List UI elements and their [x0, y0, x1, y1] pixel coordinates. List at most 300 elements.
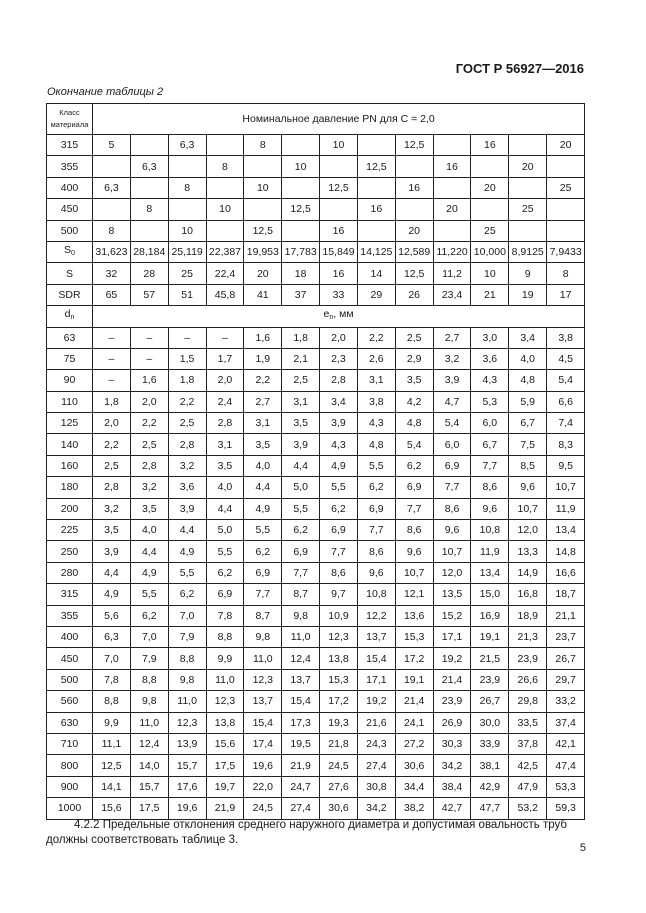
class-row [47, 177, 585, 198]
table-cell: 14,9 [509, 562, 547, 583]
table-cell: 11,0 [206, 669, 244, 690]
table-cell: 11,9 [471, 541, 509, 562]
table-cell: 27,6 [320, 776, 358, 797]
table-cell: 18,7 [547, 584, 585, 605]
table-cell: 4,3 [320, 434, 358, 455]
data-row [47, 584, 585, 605]
table-cell: 11,220 [433, 241, 471, 262]
table-cell: 28 [130, 263, 168, 284]
table-cell: 6,3 [130, 156, 168, 177]
table-cell: 6,2 [282, 520, 320, 541]
symbol-subscript: n [329, 314, 334, 322]
table-cell: 8,6 [357, 541, 395, 562]
table-cell [282, 177, 320, 198]
table-cell [357, 220, 395, 241]
table-cell: 4,4 [168, 520, 206, 541]
table-cell: 5,0 [282, 477, 320, 498]
table-cell [357, 177, 395, 198]
table-cell: 2,0 [93, 413, 131, 434]
table-cell: 19,953 [244, 241, 282, 262]
nominal-pressure-header: Номинальное давление PN для C = 2,0 [93, 104, 585, 135]
table-cell: 4,4 [206, 498, 244, 519]
table-cell: 12,5 [244, 220, 282, 241]
table-cell: 26,7 [471, 691, 509, 712]
table-cell [93, 156, 131, 177]
table-cell: 12,0 [509, 520, 547, 541]
row-label-cell: 500 [47, 669, 93, 690]
data-row [47, 455, 585, 476]
table-cell [471, 156, 509, 177]
table-cell: 4,3 [471, 370, 509, 391]
table-cell: 33 [320, 284, 358, 305]
table-cell: 3,4 [509, 327, 547, 348]
table-cell: – [93, 348, 131, 369]
table-cell: 7,7 [320, 541, 358, 562]
table-cell: 9,6 [509, 477, 547, 498]
table-cell: 3,5 [130, 498, 168, 519]
table-cell: 11,0 [282, 626, 320, 647]
table-cell [433, 220, 471, 241]
table-cell: 10,8 [357, 584, 395, 605]
table-cell: 13,6 [395, 605, 433, 626]
table-cell: 5,4 [395, 434, 433, 455]
table-cell: – [206, 327, 244, 348]
table-cell: 25 [168, 263, 206, 284]
table-cell: 30,6 [320, 798, 358, 819]
table-cell: 20 [433, 199, 471, 220]
table-cell [244, 199, 282, 220]
table-cell: 6,2 [244, 541, 282, 562]
table-cell: 15,3 [320, 669, 358, 690]
table-cell: 19,1 [471, 626, 509, 647]
data-row [47, 348, 585, 369]
table-cell: 12,0 [433, 562, 471, 583]
row-label-cell [47, 241, 93, 262]
table-cell: 6,3 [168, 135, 206, 156]
table-cell: 5,5 [206, 541, 244, 562]
table-cell: 22,387 [206, 241, 244, 262]
table-cell: 30,0 [471, 712, 509, 733]
table-cell: 32 [93, 263, 131, 284]
table-cell: 4,0 [130, 520, 168, 541]
table-cell: 3,5 [93, 520, 131, 541]
table-cell: 16,9 [471, 605, 509, 626]
table-cell: 53,2 [509, 798, 547, 819]
table-cell: 8,9125 [509, 241, 547, 262]
row-label-cell: 355 [47, 605, 93, 626]
table-cell: 27,2 [395, 733, 433, 754]
table-cell: 6,7 [471, 434, 509, 455]
table-cell: 17,4 [244, 733, 282, 754]
table-cell: 16 [471, 135, 509, 156]
table-cell: 8,5 [509, 455, 547, 476]
table-cell [320, 199, 358, 220]
table-cell: 15,4 [282, 691, 320, 712]
table-cell: 28,184 [130, 241, 168, 262]
table-cell: 53,3 [547, 776, 585, 797]
table-cell: 24,1 [395, 712, 433, 733]
table-cell: 3,2 [130, 477, 168, 498]
table-cell: 7,7 [433, 477, 471, 498]
row-label-cell: 800 [47, 755, 93, 776]
table-cell [130, 135, 168, 156]
table-cell: 3,8 [547, 327, 585, 348]
symbol-letter: d [64, 308, 71, 321]
paragraph-text: 4.2.2 Предельные отклонения среднего наружного диаметра и допустимая овальность труб должны соответствовать таблице 3. [46, 819, 567, 846]
table-cell: 6,9 [357, 498, 395, 519]
table-cell: 8 [206, 156, 244, 177]
row-label-cell: 280 [47, 562, 93, 583]
table-cell: 15,849 [320, 241, 358, 262]
row-label-cell: 125 [47, 413, 93, 434]
data-row [47, 541, 585, 562]
table-cell: 31,623 [93, 241, 131, 262]
table-cell: 16,8 [509, 584, 547, 605]
symbol-subscript: 0 [71, 250, 75, 258]
table-cell: 4,0 [244, 455, 282, 476]
table-cell: 4,0 [509, 348, 547, 369]
en-label-cell [93, 306, 585, 327]
table-cell: 10,8 [471, 520, 509, 541]
table-cell: 15,7 [130, 776, 168, 797]
table-cell [244, 156, 282, 177]
table-cell: 4,7 [433, 391, 471, 412]
s0-row [47, 241, 585, 262]
data-row [47, 562, 585, 583]
table-cell: 11,0 [244, 648, 282, 669]
table-cell: 29 [357, 284, 395, 305]
table-cell: 22,0 [244, 776, 282, 797]
table-cell: 14,8 [547, 541, 585, 562]
table-cell: 5,4 [547, 370, 585, 391]
table-cell: 65 [93, 284, 131, 305]
table-cell: 12,5 [93, 755, 131, 776]
table-cell: 16,6 [547, 562, 585, 583]
table-cell: 1,9 [244, 348, 282, 369]
table-cell [509, 177, 547, 198]
table-cell: 5,6 [93, 605, 131, 626]
table-cell: 15,4 [244, 712, 282, 733]
row-label-cell: 225 [47, 520, 93, 541]
table-cell [168, 156, 206, 177]
data-row [47, 605, 585, 626]
table-cell: 13,7 [357, 626, 395, 647]
table-cell: 2,2 [244, 370, 282, 391]
table-cell: 7,7 [282, 562, 320, 583]
table-cell [433, 177, 471, 198]
table-cell: 12,3 [244, 669, 282, 690]
table-cell: 16 [320, 263, 358, 284]
table-cell: 9,8 [282, 605, 320, 626]
row-label-cell: 500 [47, 220, 93, 241]
table-cell: – [93, 327, 131, 348]
table-cell: 12,5 [320, 177, 358, 198]
table-cell: 13,7 [244, 691, 282, 712]
table-cell: 4,9 [244, 498, 282, 519]
table-cell: 33,5 [509, 712, 547, 733]
table-cell: 3,6 [168, 477, 206, 498]
table-cell: 33,9 [471, 733, 509, 754]
page-number: 5 [579, 842, 586, 854]
table-cell: 23,9 [509, 648, 547, 669]
table-cell: 7,7 [471, 455, 509, 476]
table-cell: 7,4 [547, 413, 585, 434]
table-cell: 1,8 [282, 327, 320, 348]
table-cell: 12,3 [168, 712, 206, 733]
row-label-cell: 400 [47, 626, 93, 647]
table-cell: 22,4 [206, 263, 244, 284]
table-cell: 9,8 [168, 669, 206, 690]
table-cell [395, 199, 433, 220]
table-cell: 5,0 [206, 520, 244, 541]
table-cell: 11,0 [130, 712, 168, 733]
table-cell: 15,3 [395, 626, 433, 647]
table-cell: 6,0 [471, 413, 509, 434]
data-row [47, 498, 585, 519]
table-cell: 19,2 [433, 648, 471, 669]
table-cell: 11,9 [547, 498, 585, 519]
table-cell: 19,3 [320, 712, 358, 733]
table-cell: 2,5 [282, 370, 320, 391]
table-cell: 2,4 [206, 391, 244, 412]
table-cell: 9,9 [206, 648, 244, 669]
table-cell: 17,2 [395, 648, 433, 669]
table-cell: 12,5 [395, 263, 433, 284]
table-cell: 11,2 [433, 263, 471, 284]
table-cell: 29,8 [509, 691, 547, 712]
table-cell: 4,4 [93, 562, 131, 583]
table-cell: 1,6 [244, 327, 282, 348]
table-cell: 3,2 [168, 455, 206, 476]
table-cell: 8 [168, 177, 206, 198]
table-cell: 5,5 [168, 562, 206, 583]
dn-en-header-row [47, 306, 585, 327]
table-cell: 4,9 [130, 562, 168, 583]
table-cell: 42,7 [433, 798, 471, 819]
table-cell: 19 [509, 284, 547, 305]
table-cell: 11,1 [93, 733, 131, 754]
table-cell: 12,2 [357, 605, 395, 626]
table-cell: 20 [509, 156, 547, 177]
table-cell: 9,9 [93, 712, 131, 733]
table-cell: 5 [93, 135, 131, 156]
table-cell: 9 [509, 263, 547, 284]
data-row [47, 755, 585, 776]
table-cell: 38,1 [471, 755, 509, 776]
table-cell: 2,2 [168, 391, 206, 412]
table-cell: 6,2 [206, 562, 244, 583]
table-cell: 2,2 [357, 327, 395, 348]
table-cell: 3,1 [206, 434, 244, 455]
row-label-cell: SDR [47, 284, 93, 305]
table-cell: 3,1 [357, 370, 395, 391]
table-cell: 2,7 [244, 391, 282, 412]
table-cell: 9,8 [130, 691, 168, 712]
row-label-cell: 110 [47, 391, 93, 412]
table-cell: 30,8 [357, 776, 395, 797]
table-cell: 26,9 [433, 712, 471, 733]
table-cell: 41 [244, 284, 282, 305]
table-cell: 12,3 [206, 691, 244, 712]
table-cell: 7,7 [244, 584, 282, 605]
table-cell: 12,4 [130, 733, 168, 754]
symbol-subscript: n [70, 314, 75, 322]
dn-label-cell [47, 306, 93, 327]
table-cell: 9,6 [357, 562, 395, 583]
table-cell: 25 [509, 199, 547, 220]
table-cell: 23,7 [547, 626, 585, 647]
data-row [47, 413, 585, 434]
table-cell: 1,8 [93, 391, 131, 412]
table-cell: 2,5 [395, 327, 433, 348]
table-cell: 9,6 [395, 541, 433, 562]
table-cell: 7,7 [357, 520, 395, 541]
table-cell: 20 [244, 263, 282, 284]
table-cell: 14,1 [93, 776, 131, 797]
table-cell: 6,9 [282, 541, 320, 562]
table-cell: 10 [282, 156, 320, 177]
table-cell: 6,3 [93, 177, 131, 198]
standard-code: ГОСТ Р 56927—2016 [455, 61, 584, 76]
table-cell: 5,3 [471, 391, 509, 412]
table-cell: 24,5 [244, 798, 282, 819]
table-cell: 19,7 [206, 776, 244, 797]
table-cell: 8,8 [130, 669, 168, 690]
table-cell: 20 [547, 135, 585, 156]
table-cell: 15,7 [168, 755, 206, 776]
table-cell: 3,9 [433, 370, 471, 391]
table-cell: 9,8 [244, 626, 282, 647]
table-cell: 4,0 [206, 477, 244, 498]
table-cell: 14,0 [130, 755, 168, 776]
table-cell: 3,2 [93, 498, 131, 519]
table-cell: 3,9 [93, 541, 131, 562]
table-cell: 4,9 [168, 541, 206, 562]
table-cell [357, 135, 395, 156]
data-row [47, 691, 585, 712]
table-cell: 17 [547, 284, 585, 305]
table-cell: 8 [547, 263, 585, 284]
table-cell: 15,4 [357, 648, 395, 669]
table-cell: 42,9 [471, 776, 509, 797]
table-cell: 27,4 [357, 755, 395, 776]
table-cell: 47,4 [547, 755, 585, 776]
table-cell: 8,8 [93, 691, 131, 712]
table-header-row [47, 104, 585, 135]
table-cell [206, 177, 244, 198]
table-cell [547, 220, 585, 241]
table-cell: 10 [320, 135, 358, 156]
row-label-cell: S [47, 263, 93, 284]
table-cell: 8,6 [471, 477, 509, 498]
row-label-cell: 63 [47, 327, 93, 348]
data-row [47, 712, 585, 733]
table-cell: 19,6 [244, 755, 282, 776]
table-cell: 8,8 [206, 626, 244, 647]
row-label-cell: 355 [47, 156, 93, 177]
table-cell: 47,9 [509, 776, 547, 797]
table-cell: 37 [282, 284, 320, 305]
table-cell: 7,0 [93, 648, 131, 669]
table-cell: 25,119 [168, 241, 206, 262]
table-cell: 2,6 [357, 348, 395, 369]
table-cell: 7,0 [130, 626, 168, 647]
row-label-cell: 75 [47, 348, 93, 369]
table-cell: 7,9433 [547, 241, 585, 262]
table-cell: 6,2 [357, 477, 395, 498]
table-cell: 21,4 [433, 669, 471, 690]
table-cell: 26 [395, 284, 433, 305]
row-label-cell: 1000 [47, 798, 93, 819]
table-cell: 3,4 [320, 391, 358, 412]
table-cell: 27,4 [282, 798, 320, 819]
row-label-cell: 200 [47, 498, 93, 519]
row-label-cell: 450 [47, 199, 93, 220]
row-label-cell: 400 [47, 177, 93, 198]
table-cell: 21,4 [395, 691, 433, 712]
table-cell: 33,2 [547, 691, 585, 712]
table-cell: 17,783 [282, 241, 320, 262]
table-cell: 3,5 [206, 455, 244, 476]
table-cell: 7,8 [206, 605, 244, 626]
table-cell: 37,8 [509, 733, 547, 754]
class-row [47, 199, 585, 220]
table-cell: 13,4 [547, 520, 585, 541]
row-label-cell: 710 [47, 733, 93, 754]
class-row [47, 135, 585, 156]
table-cell: 6,7 [509, 413, 547, 434]
table-cell: 17,2 [320, 691, 358, 712]
table-cell: 4,8 [357, 434, 395, 455]
table-cell: 59,3 [547, 798, 585, 819]
table-cell: 5,5 [357, 455, 395, 476]
row-label-cell: 90 [47, 370, 93, 391]
table-cell: 30,3 [433, 733, 471, 754]
table-cell: 8,6 [320, 562, 358, 583]
table-cell [509, 135, 547, 156]
table-cell: 21,9 [282, 755, 320, 776]
row-label-cell: 560 [47, 691, 93, 712]
table-caption: Окончание таблицы 2 [47, 86, 164, 98]
table-cell [282, 135, 320, 156]
table-cell [130, 177, 168, 198]
table-cell: 4,5 [547, 348, 585, 369]
table-cell: 5,5 [130, 584, 168, 605]
table-cell [471, 199, 509, 220]
table-cell: 51 [168, 284, 206, 305]
table-cell: 10,7 [395, 562, 433, 583]
table-cell: 4,9 [320, 455, 358, 476]
table-cell: 3,2 [433, 348, 471, 369]
symbol-letter: e [323, 308, 330, 321]
row-label-cell: 160 [47, 455, 93, 476]
table-cell: 5,5 [244, 520, 282, 541]
table-cell: 20 [395, 220, 433, 241]
table-cell: 42,1 [547, 733, 585, 754]
data-row [47, 626, 585, 647]
table-cell: 2,8 [320, 370, 358, 391]
table-cell: 5,9 [509, 391, 547, 412]
class-row [47, 220, 585, 241]
table-cell: 4,4 [282, 455, 320, 476]
sdr-row [47, 284, 585, 305]
table-cell: 10 [206, 199, 244, 220]
table-cell: 4,8 [509, 370, 547, 391]
table-cell: 10,7 [433, 541, 471, 562]
table-cell: 4,4 [244, 477, 282, 498]
table-cell: 14,125 [357, 241, 395, 262]
material-class-header: Класс материала [47, 104, 93, 135]
